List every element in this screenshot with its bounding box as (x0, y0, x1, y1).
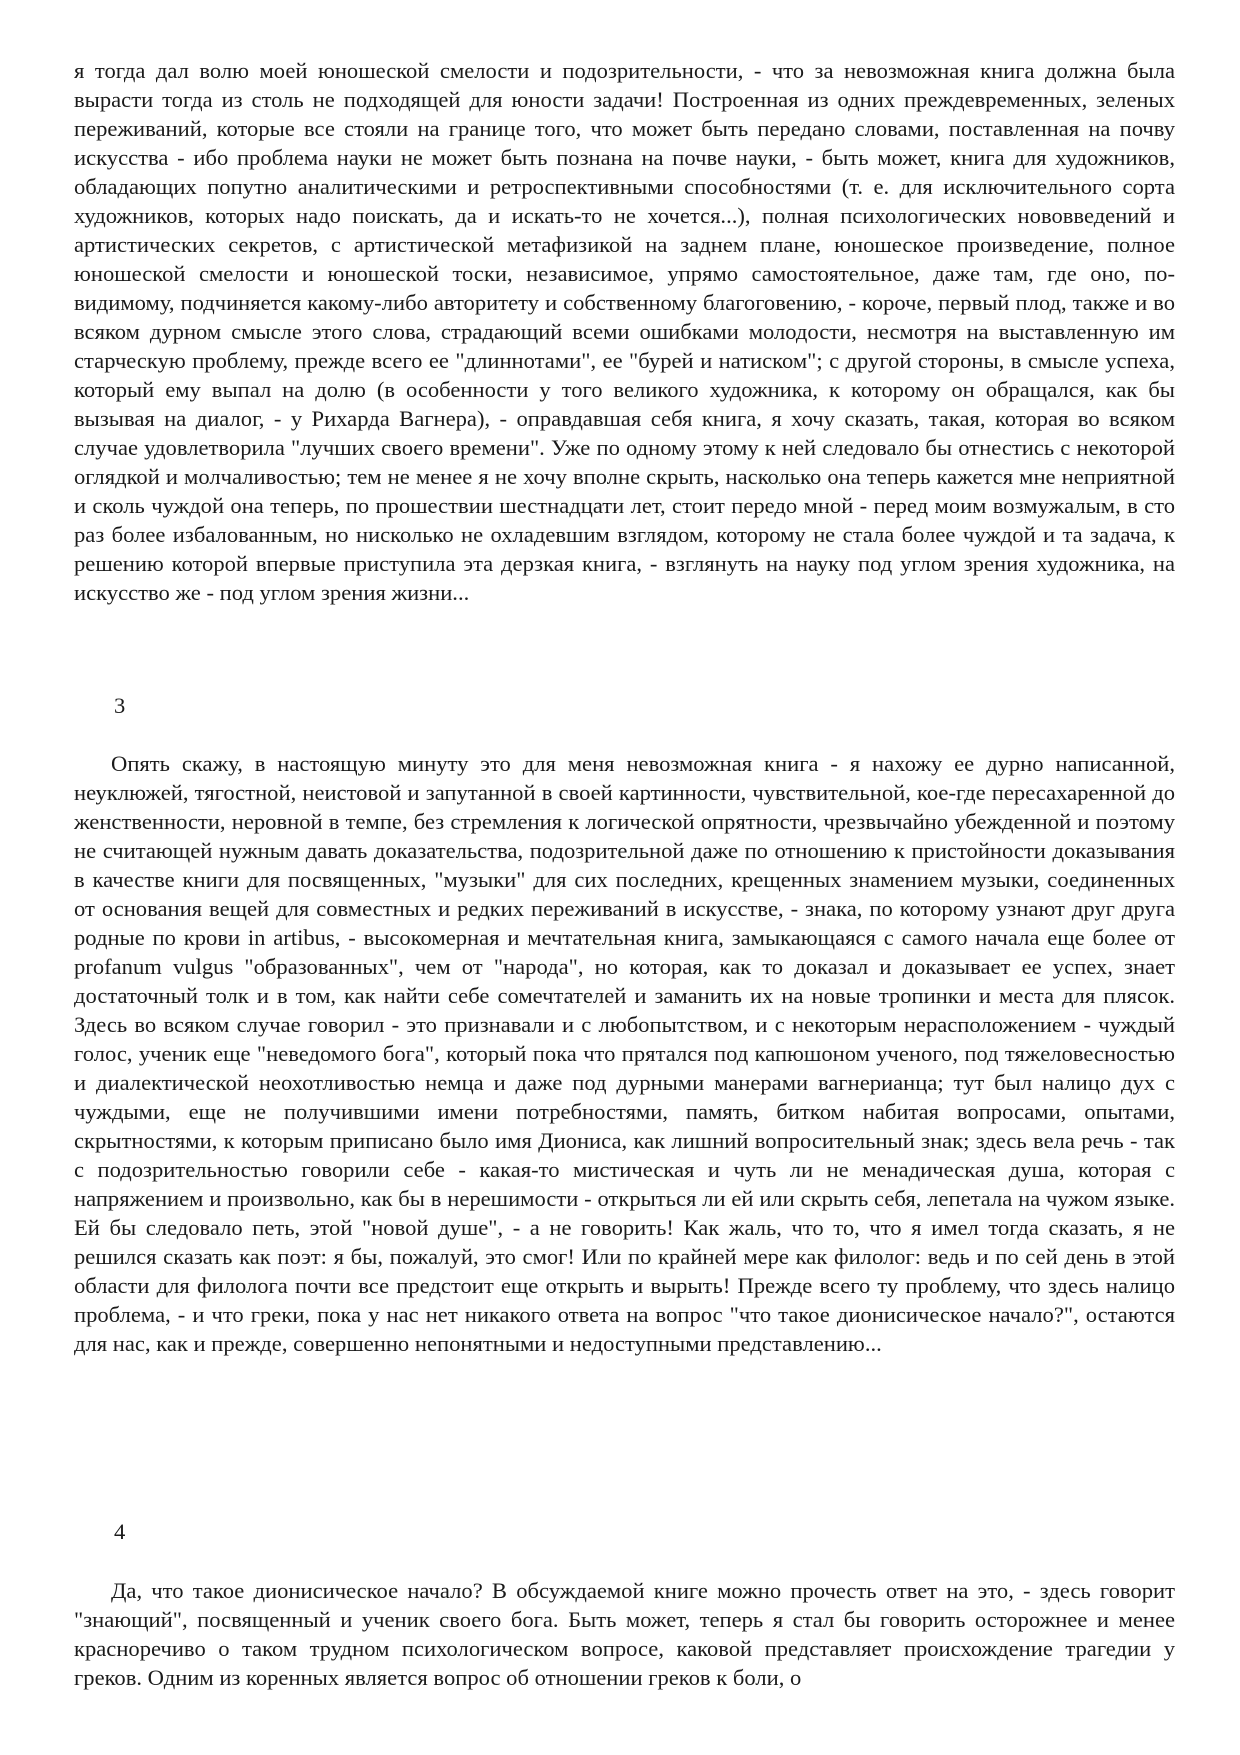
paragraph-block (74, 749, 1175, 1358)
section-number: 4 (114, 1519, 126, 1544)
paragraph-text: Да, что такое дионисическое начало? В обсуждаемой книге можно прочесть ответ на это, - здесь говорит "знающий", посвященный и ученик своего бога. Быть может, теперь я стал бы говорить осторожнее и менее красноречиво о таком трудном психологическом вопросе, каковой представляет происхождение трагедии у греков. Одним из коренных является вопрос об отношении греков к боли, о (74, 1578, 1175, 1690)
paragraph-text: Опять скажу, в настоящую минуту это для меня невозможная книга - я нахожу ее дурно написанной, неуклюжей, тягостной, неистовой и запутанной в своей картинности, чувствительной, кое-где пересахаренной до женственности, неровной в темпе, без стремления к логической опрятности, чрезвычайно убежденной и поэтому не считающей нужным давать доказательства, подозрительной даже по отношению к пристойности доказывания в качестве книги для посвященных, "музыки" для сих последних, крещенных знамением музыки, соединенных от основания вещей для совместных и редких переживаний в искусстве, - знака, по которому узнают друг друга родные по крови in artibus, - высокомерная и мечтательная книга, замыкающаяся с самого начала еще более от profanum vulgus "образованных", чем от "народа", но которая, как то доказал и доказывает ее успех, знает достаточный толк и в том, как найти себе сомечтателей и заманить их на новые тропинки и места для плясок. Здесь во всяком случае говорил - это признавали и с любопытством, и с некоторым нерасположением - чуждый голос, ученик еще "неведомого бога", который пока что прятался под капюшоном ученого, под тяжеловесностью и диалектической неохотливостью немца и даже под дурными манерами вагнерианца; тут был налицо дух с чуждыми, еще не получившими имени потребностями, память, битком набитая вопросами, опытами, скрытностями, к которым приписано было имя Диониса, как лишний вопросительный знак; здесь вела речь - так с подозрительностью говорили себе - какая-то мистическая и чуть ли не менадическая душа, которая с напряжением и произвольно, как бы в нерешимости - открыться ли ей или скрыть себя, лепетала на чужом языке. Ей бы следовало петь, этой "новой душе", - а не говорить! Как жаль, что то, что я имел тогда сказать, я не решился сказать как поэт: я бы, пожалуй, это смог! Или по крайней мере как филолог: ведь и по сей день в этой области для филолога почти все предстоит еще открыть и вырыть! Прежде всего ту проблему, что здесь налицо проблема, - и что греки, пока у нас нет никакого ответа на вопрос "что такое дионисическое начало?", остаются для нас, как и прежде, совершенно непонятными и недоступными представлению... (74, 751, 1175, 1356)
paragraph-block (74, 1576, 1175, 1692)
paragraph-block (74, 56, 1175, 607)
section-number: 3 (114, 693, 126, 718)
paragraph-text: я тогда дал волю моей юношеской смелости и подозрительности, - что за невозможная книга должна была вырасти тогда из столь не подходящей для юности задачи! Построенная из одних преждевременных, зеленых переживаний, которые все стояли на границе того, что может быть передано словами, поставленная на почву искусства - ибо проблема науки не может быть познана на почве науки, - быть может, книга для художников, обладающих попутно аналитическими и ретроспективными способностями (т. е. для исключительного сорта художников, которых надо поискать, да и искать-то не хочется...), полная психологических нововведений и артистических секретов, с артистической метафизикой на заднем плане, юношеское произведение, полное юношеской смелости и юношеской тоски, независимое, упрямо самостоятельное, даже там, где оно, по-видимому, подчиняется какому-либо авторитету и собственному благоговению, - короче, первый плод, также и во всяком дурном смысле этого слова, страдающий всеми ошибками молодости, несмотря на выставленную им старческую проблему, прежде всего ее "длиннотами", ее "бурей и натиском"; с другой стороны, в смысле успеха, который ему выпал на долю (в особенности у того великого художника, к которому он обращался, как бы вызывая на диалог, - у Рихарда Вагнера), - оправдавшая себя книга, я хочу сказать, такая, которая во всяком случае удовлетворила "лучших своего времени". Уже по одному этому к ней следовало бы отнестись с некоторой оглядкой и молчаливостью; тем не менее я не хочу вполне скрыть, насколько она теперь кажется мне неприятной и сколь чуждой она теперь, по прошествии шестнадцати лет, стоит передо мной - перед моим возмужалым, в сто раз более избалованным, но нисколько не охладевшим взглядом, которому не стала более чуждой и та задача, к решению которой впервые приступила эта дерзкая книга, - взглянуть на науку под углом зрения художника, на искусство же - под углом зрения жизни... (74, 58, 1175, 605)
